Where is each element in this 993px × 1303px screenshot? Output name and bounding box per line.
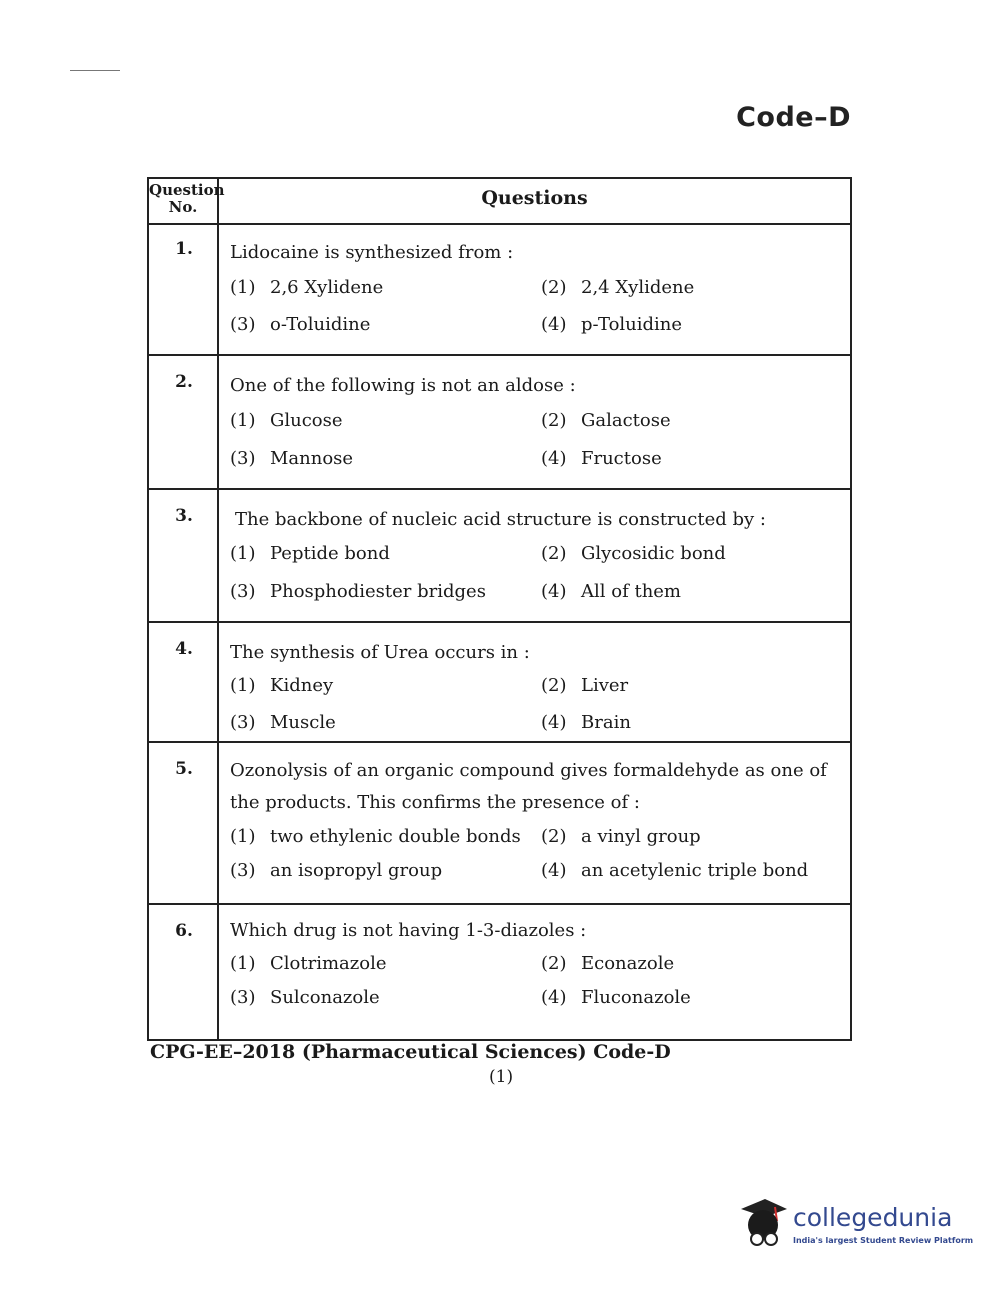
question-number: 2. [175, 372, 193, 392]
question-row [149, 223, 850, 356]
option-number: (3) [230, 581, 256, 602]
option-number: (2) [541, 953, 567, 974]
option-number: (4) [541, 860, 567, 881]
option-text: an acetylenic triple bond [581, 860, 809, 881]
option-number: (3) [230, 448, 256, 469]
question-text: Lidocaine is synthesized from : [230, 242, 514, 263]
question-text: The backbone of nucleic acid structure is constructed by : [235, 509, 766, 530]
brand-tagline: India's largest Student Review Platform [793, 1236, 974, 1245]
question-number: 4. [175, 639, 193, 659]
column-header-questions: Questions [481, 187, 588, 209]
option-text: Sulconazole [270, 987, 380, 1008]
option-text: Phosphodiester bridges [270, 581, 486, 602]
question-number: 1. [175, 239, 193, 259]
page-code: Code–D [736, 102, 851, 133]
option-number: (4) [541, 581, 567, 602]
option-number: (2) [541, 277, 567, 298]
option [230, 712, 336, 733]
question-row [149, 743, 850, 905]
option [541, 712, 631, 733]
option-text: Glucose [270, 410, 343, 431]
option-text: Clotrimazole [270, 953, 387, 974]
option-number: (2) [541, 826, 567, 847]
question-text: One of the following is not an aldose : [230, 375, 576, 396]
option-number: (3) [230, 860, 256, 881]
option [230, 860, 442, 881]
option-text: All of them [581, 581, 682, 602]
top-rule [70, 70, 120, 71]
option [541, 543, 726, 564]
option-text: Econazole [581, 953, 675, 974]
option [541, 314, 682, 335]
option [541, 953, 674, 974]
option [230, 987, 380, 1008]
option [541, 675, 628, 696]
option-number: (2) [541, 543, 567, 564]
option-text: Fructose [581, 448, 662, 469]
option-text: Kidney [270, 675, 334, 696]
question-row [149, 905, 850, 1039]
option [230, 448, 353, 469]
table-header [149, 179, 850, 225]
option-number: (2) [541, 675, 567, 696]
mascot-icon [735, 1195, 791, 1255]
option [230, 953, 387, 974]
option-text: Peptide bond [270, 543, 390, 564]
option [230, 410, 343, 431]
option-number: (1) [230, 543, 256, 564]
option-number: (3) [230, 712, 256, 733]
option [541, 826, 701, 847]
option-number: (2) [541, 410, 567, 431]
option-text: p-Toluidine [581, 314, 683, 335]
question-text: The synthesis of Urea occurs in : [230, 642, 530, 663]
question-row [149, 356, 850, 490]
option [230, 543, 390, 564]
question-number: 6. [175, 921, 193, 941]
option [541, 987, 691, 1008]
option-text: Liver [581, 675, 629, 696]
option-number: (1) [230, 826, 256, 847]
column-header-no: Question No. [149, 181, 225, 216]
option-text: an isopropyl group [270, 860, 443, 881]
option [541, 860, 808, 881]
option-number: (1) [230, 410, 256, 431]
option-text: Glycosidic bond [581, 543, 726, 564]
option-text: a vinyl group [581, 826, 701, 847]
option-number: (3) [230, 314, 256, 335]
option-text: o-Toluidine [270, 314, 371, 335]
collegedunia-watermark [735, 1195, 974, 1255]
option-number: (1) [230, 277, 256, 298]
option-number: (4) [541, 712, 567, 733]
question-number: 5. [175, 759, 193, 779]
question-row [149, 623, 850, 743]
option [230, 826, 521, 847]
option-text: Muscle [270, 712, 336, 733]
option-text: Mannose [270, 448, 354, 469]
option [230, 581, 486, 602]
option [230, 675, 333, 696]
option-number: (4) [541, 314, 567, 335]
question-text: Which drug is not having 1-3-diazoles : [230, 920, 587, 941]
option [230, 314, 370, 335]
option-text: Fluconazole [581, 987, 691, 1008]
option-number: (4) [541, 448, 567, 469]
page-number: (1) [489, 1067, 514, 1087]
option [541, 277, 694, 298]
questions-table [147, 177, 852, 1041]
option-text: Galactose [581, 410, 671, 431]
question-row [149, 490, 850, 623]
option-text: 2,6 Xylidene [270, 277, 384, 298]
option [541, 448, 662, 469]
option-number: (4) [541, 987, 567, 1008]
brand-name: collegedunia [793, 1203, 953, 1232]
option-number: (3) [230, 987, 256, 1008]
option [541, 581, 681, 602]
option-text: two ethylenic double bonds [270, 826, 521, 847]
option-number: (1) [230, 953, 256, 974]
question-number: 3. [175, 506, 193, 526]
option [541, 410, 671, 431]
option-text: 2,4 Xylidene [581, 277, 695, 298]
question-text: Ozonolysis of an organic compound gives formaldehyde as one of the products. This confirms the presence of : [230, 760, 827, 813]
option [230, 277, 383, 298]
option-text: Brain [581, 712, 631, 733]
option-number: (1) [230, 675, 256, 696]
footer-exam-code: CPG-EE–2018 (Pharmaceutical Sciences) Code-D [150, 1041, 671, 1063]
